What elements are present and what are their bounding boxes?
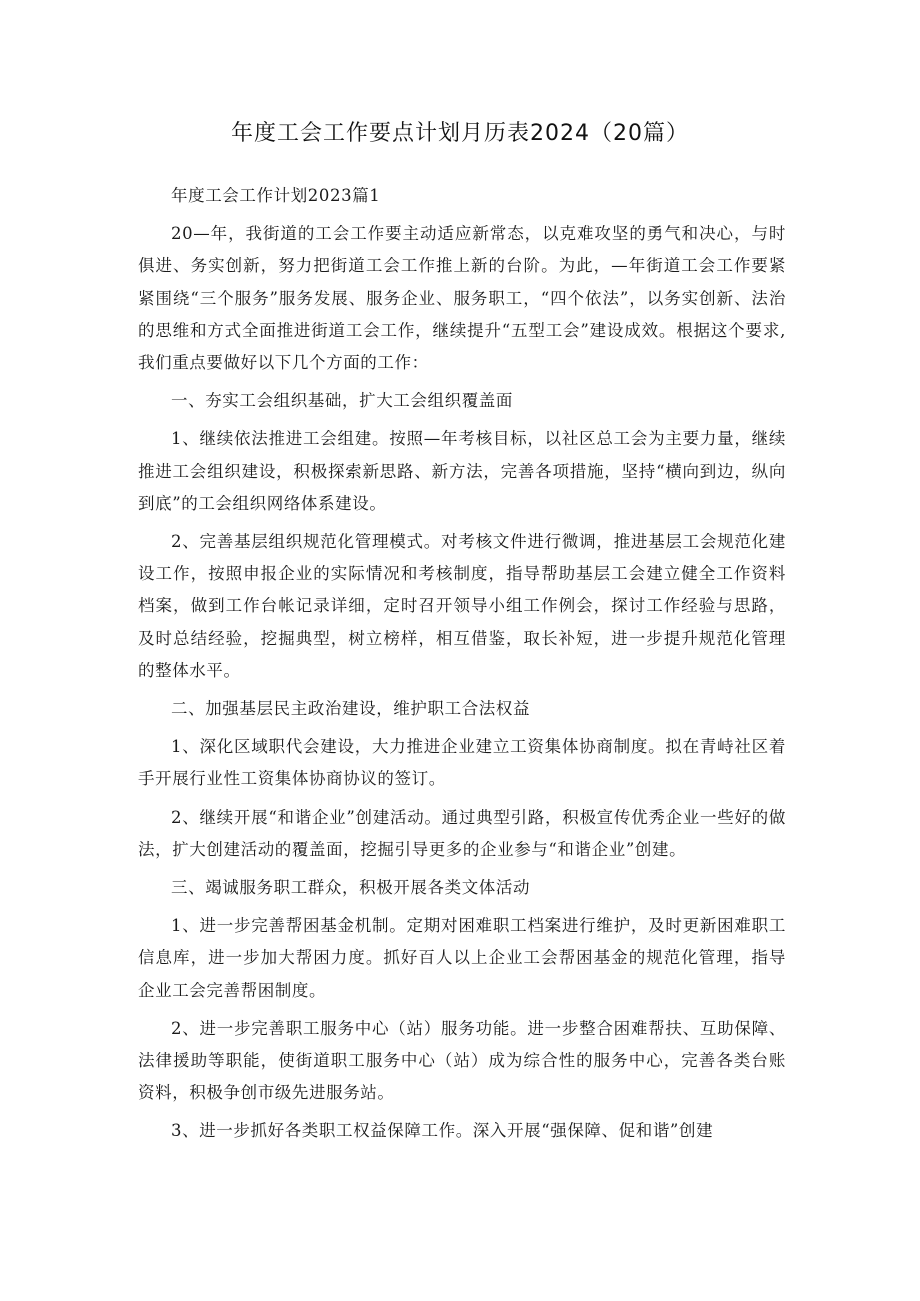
paragraph-3-2: 2、进一步完善职工服务中心（站）服务功能。进一步整合困难帮扶、互助保障、法律援助等职能，使街道职工服务中心（站）成为综合性的服务中心，完善各类台账资料，积极争创市级先进服务站。 <box>138 1018 786 1103</box>
section-heading: 年度工会工作计划2023篇1 <box>171 186 381 205</box>
paragraph-intro: 20—年，我街道的工会工作要主动适应新常态，以克难攻坚的勇气和决心，与时俱进、务实创新，努力把街道工会工作推上新的台阶。为此，—年街道工会工作要紧紧围绕“三个服务”服务发展、服务企业、服务职工，“四个依法”，以务实创新、法治的思维和方式全面推进街道工会工作，继续提升“五型工会”建设成效。根据这个要求,我们重点要做好以下几个方面的工作： <box>138 224 786 373</box>
document-body <box>138 180 786 1148</box>
paragraph-3-1: 1、进一步完善帮困基金机制。定期对困难职工档案进行维护，及时更新困难职工信息库，进一步加大帮困力度。抓好百人以上企业工会帮困基金的规范化管理，指导企业工会完善帮困制度。 <box>138 916 786 1000</box>
paragraph-1-1: 1、继续依法推进工会组建。按照—年考核目标，以社区总工会为主要力量，继续推进工会组织建设，积极探索新思路、新方法，完善各项措施，坚持“横向到边，纵向到底”的工会组织网络体系建设。 <box>138 429 786 513</box>
paragraph-2-1: 1、深化区域职代会建设，大力推进企业建立工资集体协商制度。拟在青峙社区着手开展行业性工资集体协商协议的签订。 <box>138 737 786 789</box>
heading-part-one: 一、夯实工会组织基础，扩大工会组织覆盖面 <box>171 391 513 411</box>
document-title: 年度工会工作要点计划月历表2024（20篇） <box>231 121 689 146</box>
paragraph-1-2: 2、完善基层组织规范化管理模式。对考核文件进行微调，推进基层工会规范化建设工作，按照申报企业的实际情况和考核制度，指导帮助基层工会建立健全工作资料档案，做到工作台帐记录详细，定时召开领导小组工作例会，探讨工作经验与思路，及时总结经验，挖掘典型，树立榜样，相互借鉴，取长补短，进一步提升规范化管理的整体水平。 <box>138 532 786 680</box>
paragraph-3-3: 3、进一步抓好各类职工权益保障工作。深入开展“强保障、促和谐”创建 <box>171 1121 714 1141</box>
heading-part-two: 二、加强基层民主政治建设，维护职工合法权益 <box>171 699 531 719</box>
paragraph-2-2: 2、继续开展“和谐企业”创建活动。通过典型引路，积极宣传优秀企业一些好的做法，扩大创建活动的覆盖面，挖掘引导更多的企业参与“和谐企业”创建。 <box>138 807 786 859</box>
heading-part-three: 三、竭诚服务职工群众，积极开展各类文体活动 <box>171 878 531 898</box>
